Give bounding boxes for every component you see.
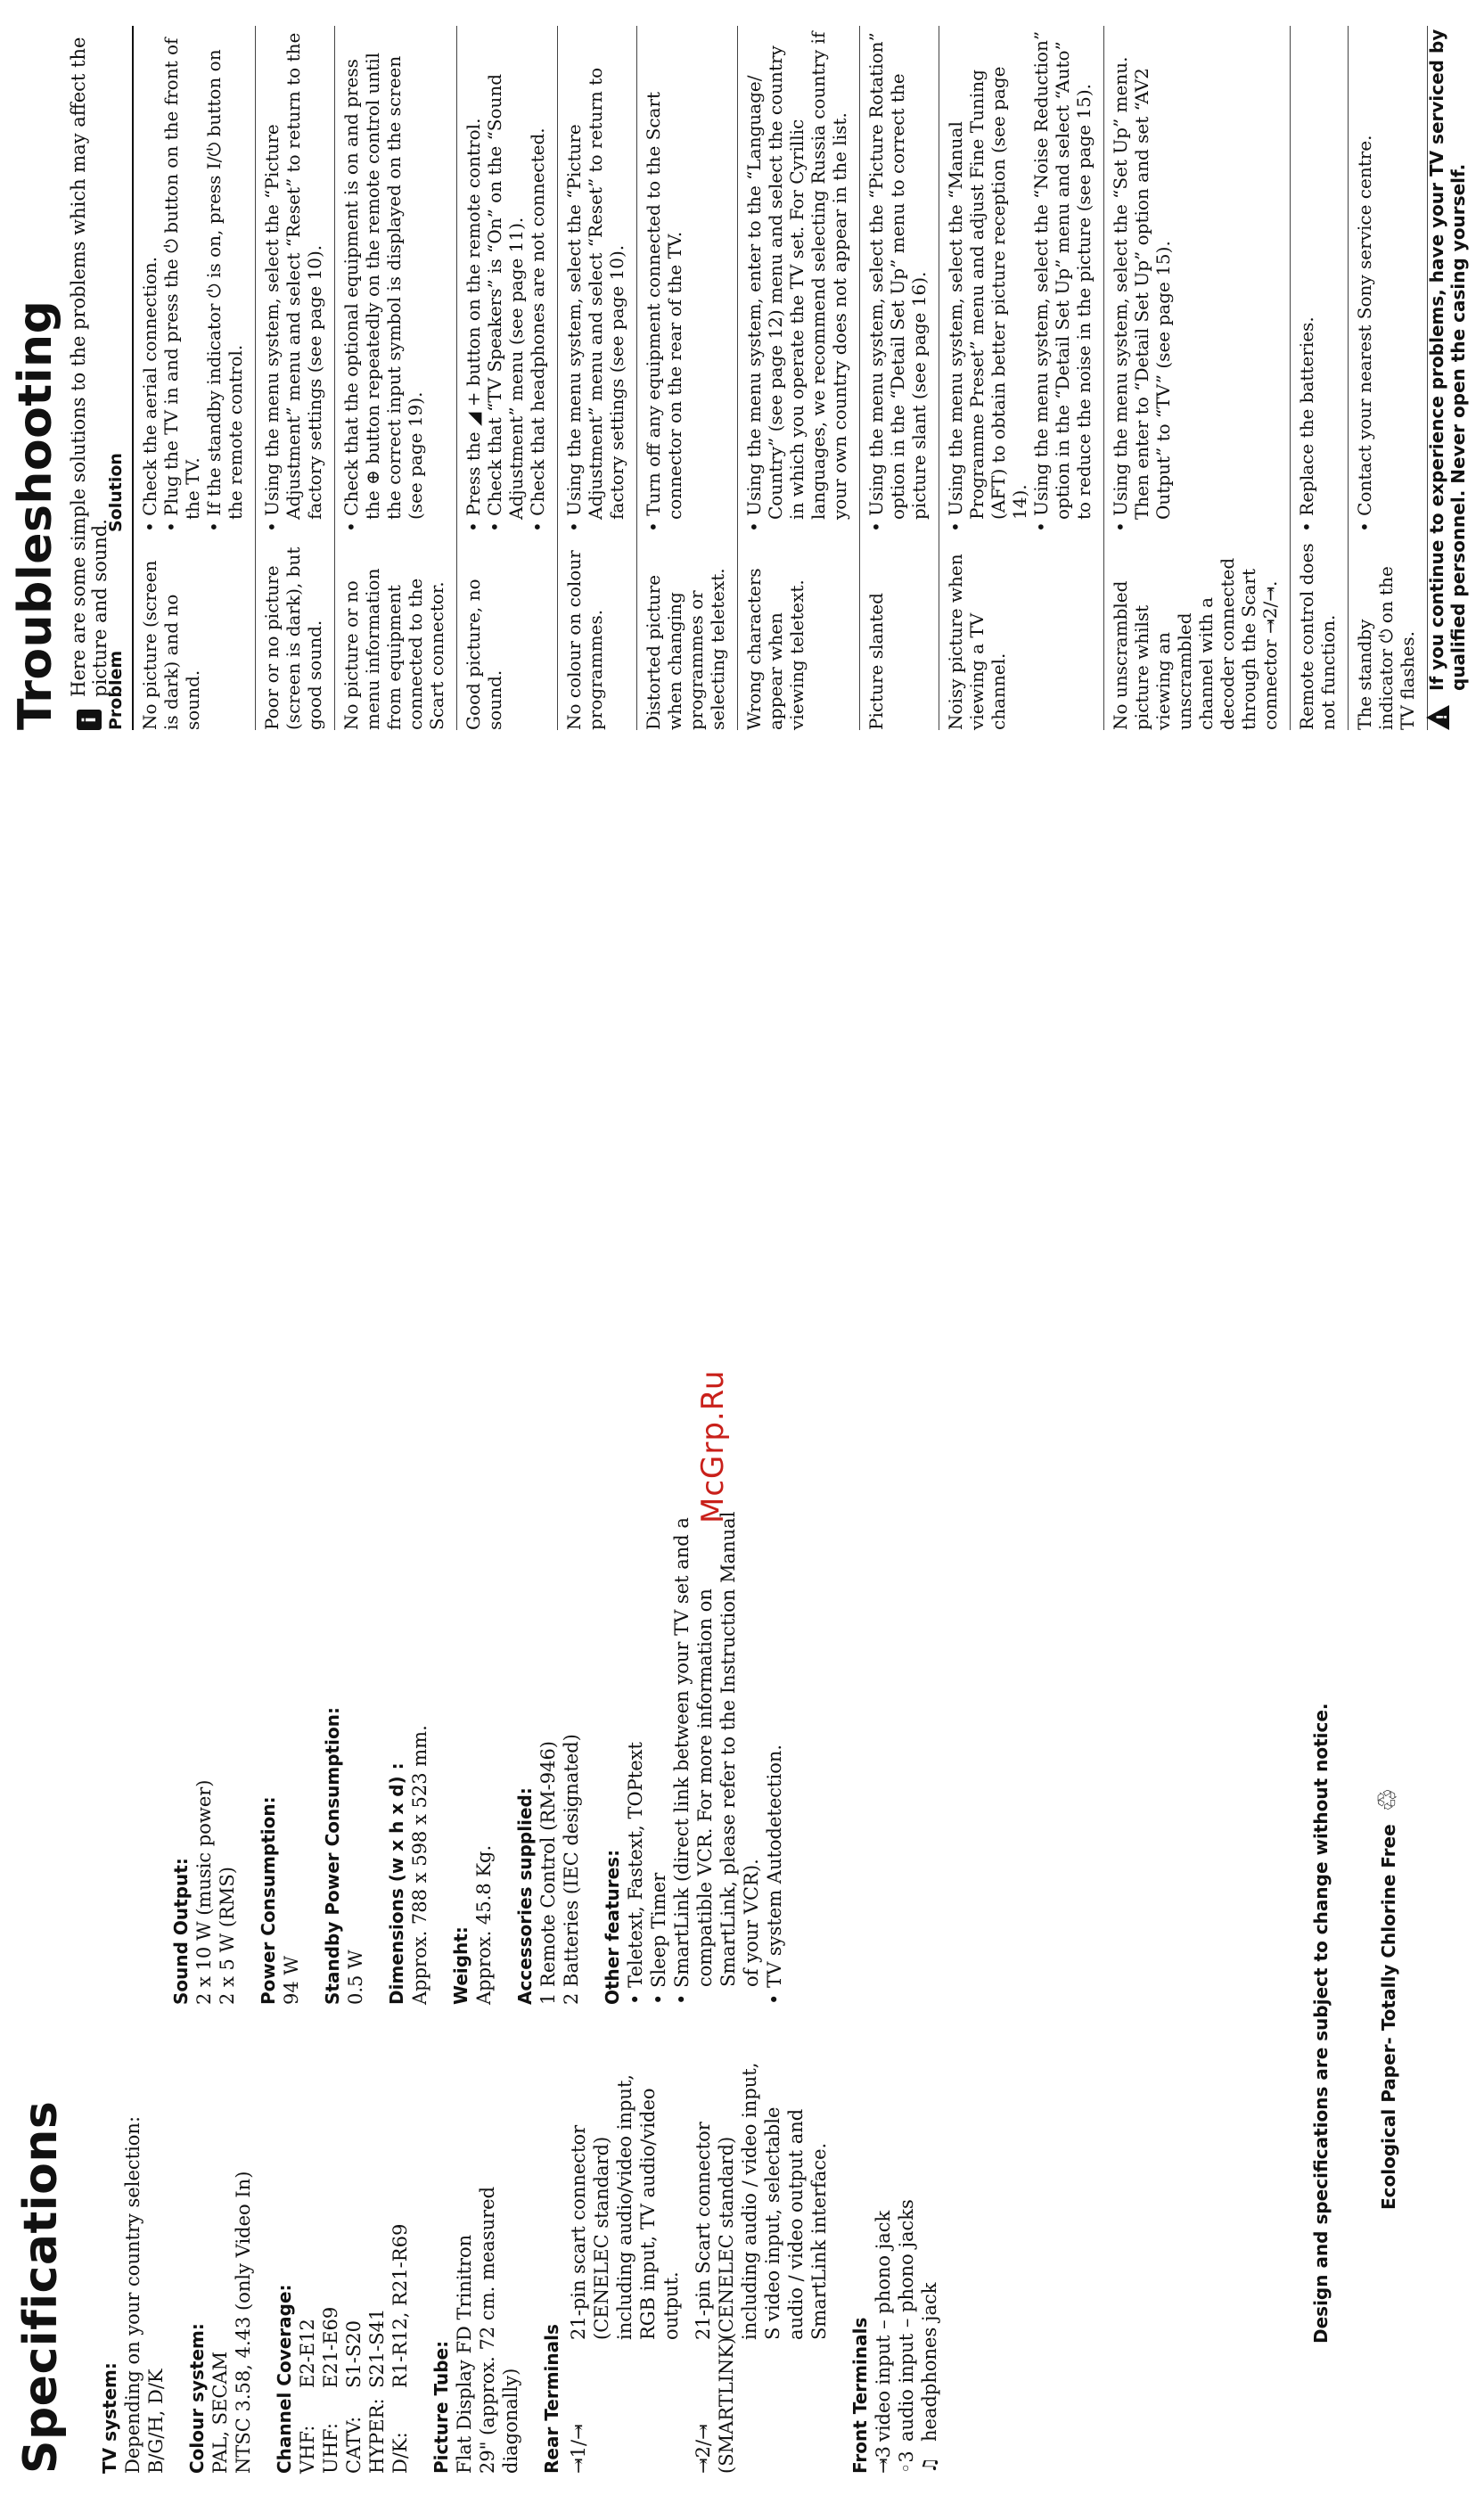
solution-cell bbox=[945, 26, 1095, 532]
troubleshooting-title: Troubleshooting bbox=[9, 300, 62, 730]
scart-icon: ⇥1/⇥ bbox=[568, 2424, 589, 2474]
spec-column-1 bbox=[98, 2055, 941, 2474]
solution-cell bbox=[865, 26, 930, 532]
warning-icon bbox=[1426, 705, 1449, 730]
table-row bbox=[1291, 26, 1349, 730]
table-row bbox=[637, 26, 738, 730]
colour-system-line: NTSC 3.58, 4.43 (only Video In) bbox=[233, 2171, 254, 2474]
feature-item: • TV system Autodetection. bbox=[764, 1744, 785, 2005]
rear-terminal-desc: 21-pin scart connector (CENELEC standard) including audio/video input, RGB input, TV audio/video output. bbox=[568, 2073, 682, 2340]
table-row bbox=[1104, 26, 1291, 730]
solution-item: • Check that the optional equipment is on and press the ⊕ button repeatedly on the remote control until the correct input symbol is displayed on the screen (see page 19). bbox=[340, 52, 426, 532]
solution-item: • Check that “TV Speakers” is “On” on the “Sound Adjustment” menu (see page 11). bbox=[484, 73, 527, 532]
problem-cell: Noisy picture when viewing a TV channel. bbox=[945, 554, 1009, 730]
band-range: E21-E69 bbox=[320, 2306, 341, 2388]
accessories-line: 1 Remote Control (RM-946) bbox=[537, 1741, 559, 2005]
solution-item: • Using the menu system, select the “Noise Reduction” option in the “Detail Set Up” menu and select “Auto” to reduce the noise in the picture (see page 15). bbox=[1030, 30, 1095, 532]
table-row bbox=[134, 26, 256, 730]
other-features-label: Other features: bbox=[602, 1849, 623, 2005]
warning-note bbox=[1426, 17, 1469, 730]
table-header bbox=[105, 26, 134, 730]
solution-cell bbox=[1110, 26, 1281, 532]
power-consumption-value: 94 W bbox=[281, 1956, 302, 2005]
problem-cell: The standby indicator ⏻ on the TV flashes. bbox=[1354, 566, 1418, 730]
solution-item: • Using the menu system, select the “Picture Adjustment” menu and select “Reset” to return to the factory settings (see page 10). bbox=[261, 32, 325, 532]
sound-output-line: 2 x 5 W (RMS) bbox=[217, 1867, 238, 2005]
solution-cell bbox=[139, 26, 246, 532]
problem-cell: Remote control does not function. bbox=[1296, 543, 1339, 730]
watermark: McGrp.Ru bbox=[695, 1369, 731, 1523]
channel-coverage-label: Channel Coverage: bbox=[274, 2284, 295, 2474]
solution-item: • Check the aerial connection. bbox=[139, 256, 160, 532]
front-terminals-list bbox=[872, 2055, 941, 2474]
sound-output-label: Sound Output: bbox=[170, 1858, 192, 2005]
design-notice: Design and specifications are subject to change without notice. bbox=[1310, 1703, 1332, 2344]
picture-tube-label: Picture Tube: bbox=[430, 2340, 452, 2474]
power-consumption-label: Power Consumption: bbox=[258, 1796, 279, 2005]
standby-power-value: 0.5 W bbox=[345, 1950, 366, 2005]
solution-cell bbox=[1354, 26, 1418, 532]
band-label: CATV: bbox=[343, 2416, 365, 2474]
intro-text: Here are some simple solutions to the problems which may affect the picture and sound. bbox=[68, 37, 111, 697]
audio-input-icon: ◦3 bbox=[896, 2451, 917, 2474]
recycle-icon: ♲ bbox=[1373, 1787, 1404, 1812]
problem-cell: No picture (screen is dark) and no sound. bbox=[139, 560, 203, 730]
solution-cell bbox=[643, 26, 728, 532]
problem-header: Problem bbox=[106, 650, 126, 730]
weight-value: Approx. 45.8 Kg. bbox=[473, 1844, 495, 2005]
table-row bbox=[860, 26, 939, 730]
rear-terminal-1 bbox=[567, 2055, 683, 2474]
front-terminal-desc: audio input – phono jacks bbox=[896, 2199, 917, 2442]
front-terminals-label: Front Terminals bbox=[849, 2317, 871, 2474]
specifications-title: Specifications bbox=[14, 2100, 68, 2474]
table-row bbox=[335, 26, 457, 730]
front-terminal-desc: headphones jack bbox=[919, 2282, 940, 2442]
dimensions-value: Approx. 788 x 598 x 523 mm. bbox=[409, 1725, 430, 2005]
feature-item: • Teletext, Fastext, TOPtext bbox=[625, 1742, 646, 2005]
solution-item: • If the standby indicator ⏻ is on, press I/⏻ button on the remote control. bbox=[203, 49, 246, 532]
picture-tube-line: Flat Display FD Trinitron bbox=[454, 2234, 475, 2474]
info-icon: i bbox=[77, 710, 102, 730]
problem-cell: No picture or no menu information from equipment connected to the Scart connector. bbox=[340, 568, 447, 730]
solution-cell bbox=[261, 26, 325, 532]
weight-label: Weight: bbox=[450, 1926, 471, 2005]
video-input-icon: ⇥3 bbox=[873, 2446, 894, 2474]
accessories-line: 2 Batteries (IEC designated) bbox=[561, 1734, 582, 2005]
channel-coverage-table bbox=[296, 2055, 412, 2474]
problem-cell: No colour on colour programmes. bbox=[563, 550, 606, 730]
headphones-icon: ♫ bbox=[919, 2457, 940, 2474]
band-range: R1-R12, R21-R69 bbox=[389, 2223, 411, 2388]
solution-item: • Using the menu system, enter to the “Language/ Country” (see page 12) menu and select the country in which you operate the TV set. For Cyrillic languages, we recommend selecting Russia country if your own country does not appear in the list. bbox=[743, 31, 850, 532]
colour-system-line: PAL, SECAM bbox=[209, 2351, 231, 2474]
solution-item: • Turn off any equipment connected to the Scart connector on the rear of the TV. bbox=[643, 91, 685, 532]
solution-item: • Replace the batteries. bbox=[1296, 316, 1317, 532]
front-terminal-desc: video input – phono jack bbox=[873, 2210, 894, 2442]
table-row bbox=[558, 26, 637, 730]
problem-cell: Good picture, no sound. bbox=[463, 579, 505, 730]
solution-cell bbox=[340, 26, 447, 532]
table-row bbox=[939, 26, 1104, 730]
problem-cell: Distorted picture when changing programmes or selecting teletext. bbox=[643, 568, 728, 730]
solution-cell bbox=[1296, 26, 1339, 532]
tv-system-line: B/G/H, D/K bbox=[145, 2369, 167, 2474]
band-range: S1-S20 bbox=[343, 2320, 365, 2388]
solution-item: • Press the ◢ + button on the remote control. bbox=[463, 118, 484, 532]
picture-tube-line: 29" (approx. 72 cm. measured bbox=[477, 2186, 498, 2474]
standby-power-label: Standby Power Consumption: bbox=[322, 1707, 343, 2005]
solution-item: • Using the menu system, select the “Picture Adjustment” menu and select “Reset” to return to factory settings (see page 10). bbox=[563, 67, 627, 532]
table-row bbox=[738, 26, 860, 730]
problem-cell: Picture slanted bbox=[865, 593, 887, 730]
problem-cell: No unscrambled picture whilst viewing an unscrambled channel with a decoder connected through the Scart connector ⇥2/⇥. bbox=[1110, 557, 1281, 730]
band-range: S21-S41 bbox=[366, 2308, 388, 2388]
solution-item: • Using the menu system, select the “Set Up” menu. Then enter to “Detail Set Up” option and set “AV2 Output” to “TV” (see page 15). bbox=[1110, 56, 1174, 532]
troubleshooting-table bbox=[105, 26, 1428, 730]
smartlink-scart-icon: ⇥2/⇥ (SMARTLINK) bbox=[693, 2336, 737, 2474]
table-row bbox=[457, 26, 558, 730]
sound-output-line: 2 x 10 W (music power) bbox=[193, 1779, 215, 2005]
spec-column-2 bbox=[169, 1506, 786, 2005]
problem-cell: Wrong characters appear when viewing teletext. bbox=[743, 568, 808, 730]
solution-cell bbox=[563, 26, 627, 532]
tv-system-label: TV system: bbox=[99, 2362, 120, 2474]
warning-text: If you continue to experience problems, have your TV serviced by qualified personnel. Never open the casing yourself. bbox=[1426, 29, 1469, 691]
problem-cell: Poor or no picture (screen is dark), but good sound. bbox=[261, 546, 325, 730]
eco-text: Ecological Paper- Totally Chlorine Free bbox=[1377, 1824, 1399, 2210]
solution-item: • Contact your nearest Sony service centre. bbox=[1354, 135, 1375, 532]
rear-terminal-desc: 21-pin Scart connector (CENELEC standard) including audio / video input, S video input, selectable audio / video output and SmartLink interface. bbox=[693, 2062, 830, 2340]
solution-header: Solution bbox=[106, 453, 126, 532]
solution-cell bbox=[463, 26, 548, 532]
band-range: E2-E12 bbox=[297, 2319, 318, 2388]
solution-item: • Using the menu system, select the “Manual Programme Preset” menu and adjust Fine Tuning (AFT) to obtain better picture reception (see page 14). bbox=[945, 66, 1030, 532]
band-label: HYPER: bbox=[366, 2398, 388, 2474]
dimensions-label: Dimensions (w x h x d) : bbox=[386, 1762, 407, 2005]
picture-tube-line: diagonally) bbox=[500, 2368, 521, 2474]
accessories-label: Accessories supplied: bbox=[514, 1787, 536, 2005]
feature-item: • SmartLink (direct link between your TV set and a compatible VCR. For more information on SmartLink, please refer to the Instruction Manual of your VCR). bbox=[671, 1511, 762, 2005]
band-label: VHF: bbox=[297, 2425, 318, 2474]
solution-cell bbox=[743, 26, 850, 532]
troubleshooting-intro bbox=[68, 0, 111, 730]
solution-item: • Check that headphones are not connected. bbox=[527, 127, 548, 532]
rear-terminal-2 bbox=[692, 2055, 831, 2474]
colour-system-label: Colour system: bbox=[186, 2323, 208, 2474]
table-row bbox=[1349, 26, 1428, 730]
table-row bbox=[256, 26, 335, 730]
feature-item: • Sleep Timer bbox=[648, 1872, 669, 2005]
solution-item: • Plug the TV in and press the ⏻ button on the front of the TV. bbox=[160, 37, 203, 532]
solution-item: • Using the menu system, select the “Picture Rotation” option in the “Detail Set Up” menu to correct the picture slant (see page 16). bbox=[865, 32, 930, 532]
rear-terminals-label: Rear Terminals bbox=[541, 2324, 562, 2474]
band-label: D/K: bbox=[389, 2432, 411, 2474]
eco-note bbox=[1373, 1787, 1404, 2210]
band-label: UHF: bbox=[320, 2423, 341, 2474]
tv-system-line: Depending on your country selection: bbox=[122, 2115, 143, 2474]
